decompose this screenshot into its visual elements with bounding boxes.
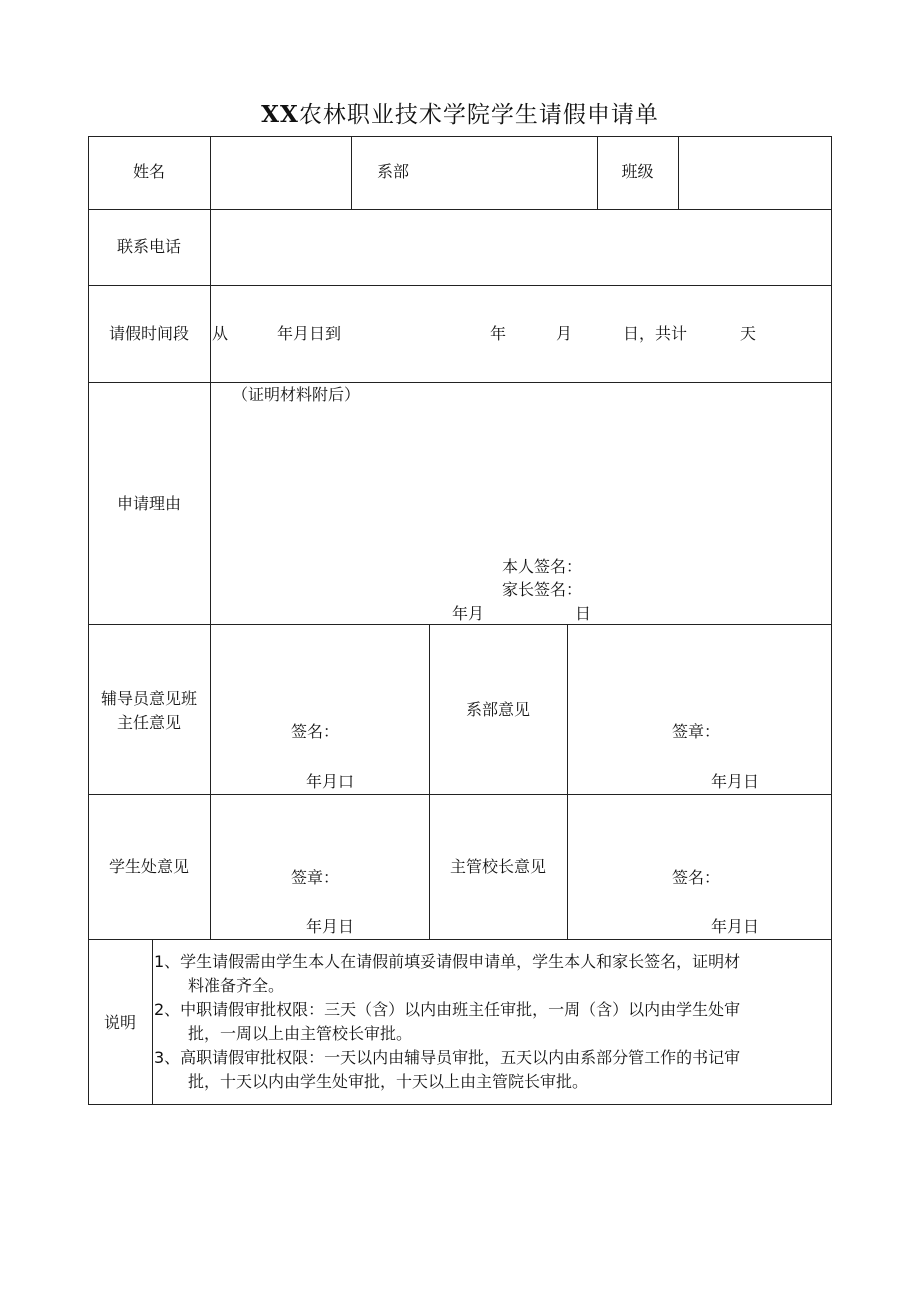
grid-line [88,1104,832,1105]
period-start-date[interactable]: 年月日到 [277,324,342,343]
grid-line [88,794,832,795]
reason-label: 申请理由 [116,494,181,513]
principal-opinion-label: 主管校长意见 [449,857,546,876]
grid-line [88,136,89,1105]
counselor-label-line1: 辅导员意见班 [100,689,197,708]
grid-line [429,624,430,939]
affairs-date[interactable]: 年月日 [306,917,355,936]
counselor-date[interactable]: 年月口 [306,772,355,791]
name-field[interactable] [212,138,350,208]
student-affairs-label: 学生处意见 [108,857,189,876]
grid-line [88,382,832,383]
grid-line [678,136,679,209]
grid-line [88,624,832,625]
form-title [0,96,920,129]
department-label: 系部 [377,162,410,181]
parent-signature[interactable]: 家长签名： [502,580,583,599]
period-days[interactable]: 天 [740,324,757,343]
grid-line [88,136,832,137]
note-2-line-2: 批，一周以上由主管校长审批。 [188,1024,413,1043]
grid-line [567,624,568,939]
grid-line [152,939,153,1104]
grid-line [351,136,352,209]
period-month[interactable]: 月 [556,324,573,343]
title-text: 农林职业技术学院学生请假申请单 [298,102,659,128]
dept-opinion-label: 系部意见 [465,700,530,719]
attachment-note: （证明材料附后） [232,385,361,404]
class-field[interactable] [680,138,830,208]
reason-field[interactable] [212,410,830,550]
grid-line [88,285,832,286]
reason-date-d[interactable]: 日 [575,604,592,623]
class-label: 班级 [621,162,654,181]
period-year[interactable]: 年 [490,324,507,343]
phone-field[interactable] [212,211,830,284]
note-1-line-2: 料准备齐全。 [188,976,285,995]
grid-line [88,209,832,210]
dept-seal[interactable]: 签章： [672,722,721,741]
leave-period-label: 请假时间段 [108,324,189,343]
title-prefix: XX [261,101,299,128]
grid-line [88,939,832,940]
dept-date[interactable]: 年月日 [711,772,760,791]
note-1-line-1: 1、学生请假需由学生本人在请假前填妥请假申请单，学生本人和家长签名，证明材 [154,952,741,971]
reason-date-ym[interactable]: 年月 [452,604,485,623]
self-signature[interactable]: 本人签名： [502,557,583,576]
name-label: 姓名 [132,162,165,181]
period-day-total[interactable]: 日，共计 [623,324,688,343]
counselor-label-line2: 主任意见 [116,713,181,732]
note-3-line-1: 3、高职请假审批权限：一天以内由辅导员审批，五天以内由系部分管工作的书记审 [154,1048,741,1067]
department-field[interactable] [420,138,596,208]
note-2-line-1: 2、中职请假审批权限：三天（含）以内由班主任审批，一周（含）以内由学生处审 [154,1000,741,1019]
affairs-seal[interactable]: 签章： [291,868,340,887]
note-3-line-2: 批，十天以内由学生处审批，十天以上由主管院长审批。 [188,1072,589,1091]
phone-label: 联系电话 [116,237,181,256]
grid-line [210,136,211,939]
period-from: 从 [212,324,229,343]
counselor-signature[interactable]: 签名： [291,722,340,741]
principal-date[interactable]: 年月日 [711,917,760,936]
grid-line [831,136,832,1105]
principal-signature[interactable]: 签名： [672,868,721,887]
notes-label: 说明 [103,1013,136,1032]
